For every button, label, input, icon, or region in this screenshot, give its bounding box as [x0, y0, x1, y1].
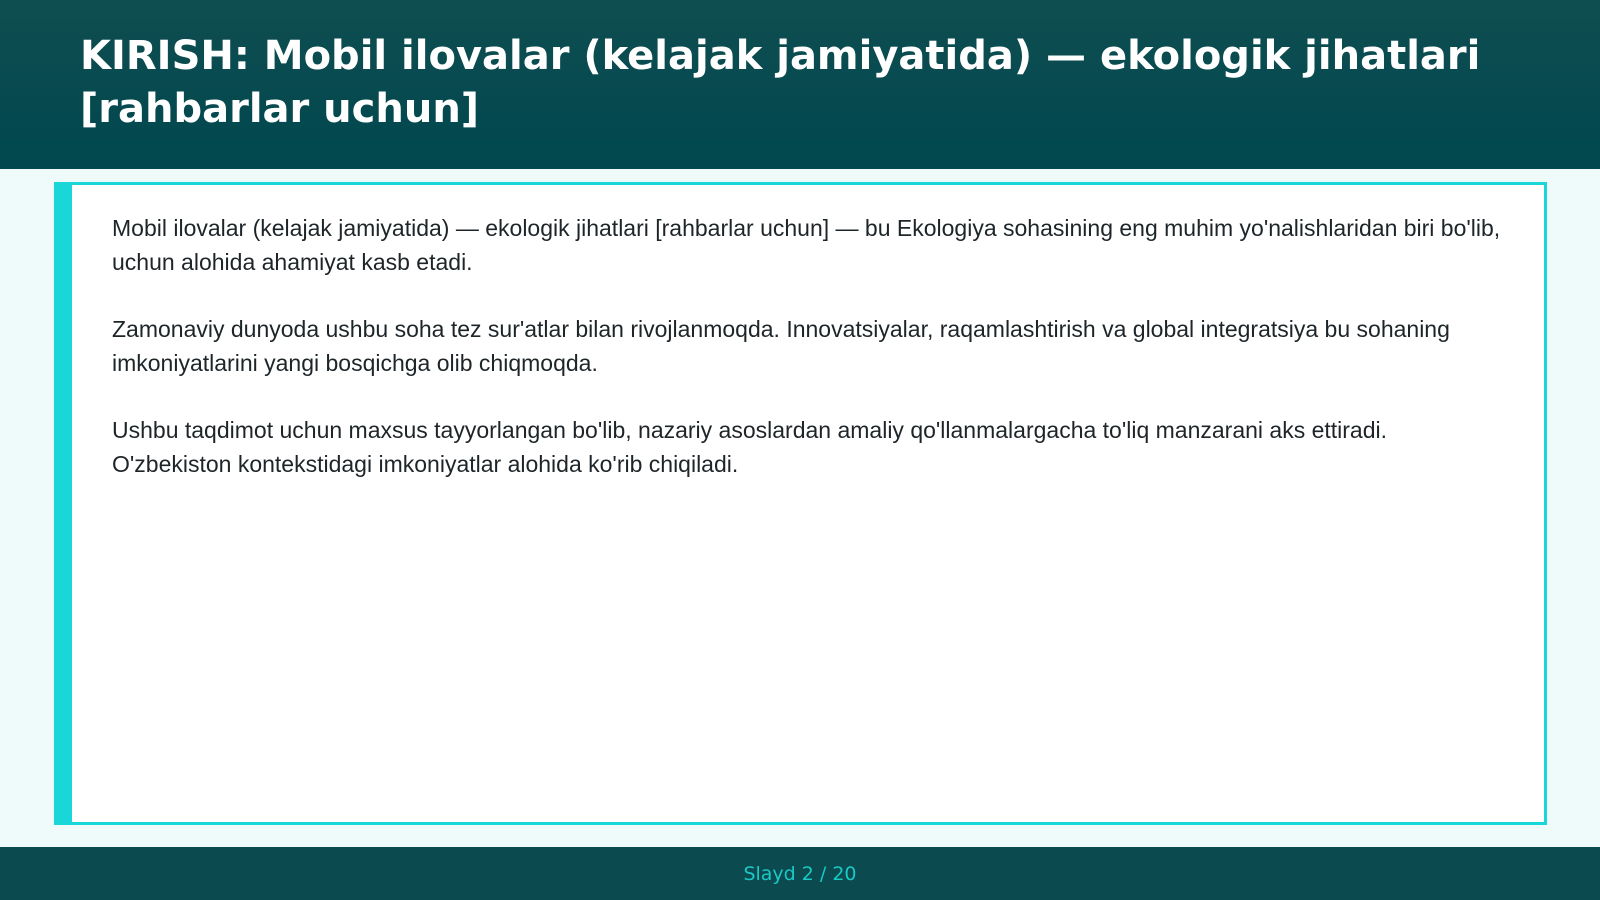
slide-title: KIRISH: Mobil ilovalar (kelajak jamiyatida) — ekologik jihatlari [rahbarlar uchun] — [80, 33, 1481, 132]
slide-header — [0, 0, 1600, 169]
presentation-paragraph: Ushbu taqdimot uchun maxsus tayyorlangan bo'lib, nazariy asoslardan amaliy qo'llanmalargacha to'liq manzarani aks ettiradi. O'zbekiston kontekstidagi imkoniyatlar alohida ko'rib chiqiladi. — [112, 417, 1388, 477]
content-text — [112, 211, 1502, 514]
development-paragraph: Zamonaviy dunyoda ushbu soha tez sur'atlar bilan rivojlanmoqda. Innovatsiyalar, raqamlashtirish va global integratsiya bu sohaning imkoniyatlarini yangi bosqichga olib chiqmoqda. — [112, 316, 1450, 376]
content-card — [54, 182, 1547, 825]
slide-footer — [0, 847, 1600, 900]
intro-paragraph: Mobil ilovalar (kelajak jamiyatida) — ekologik jihatlari [rahbarlar uchun] — bu Ekologiya sohasining eng muhim yo'nalishlaridan biri bo'lib, uchun alohida ahamiyat kasb etadi. — [112, 215, 1501, 275]
slide-counter: Slayd 2 / 20 — [743, 862, 857, 885]
